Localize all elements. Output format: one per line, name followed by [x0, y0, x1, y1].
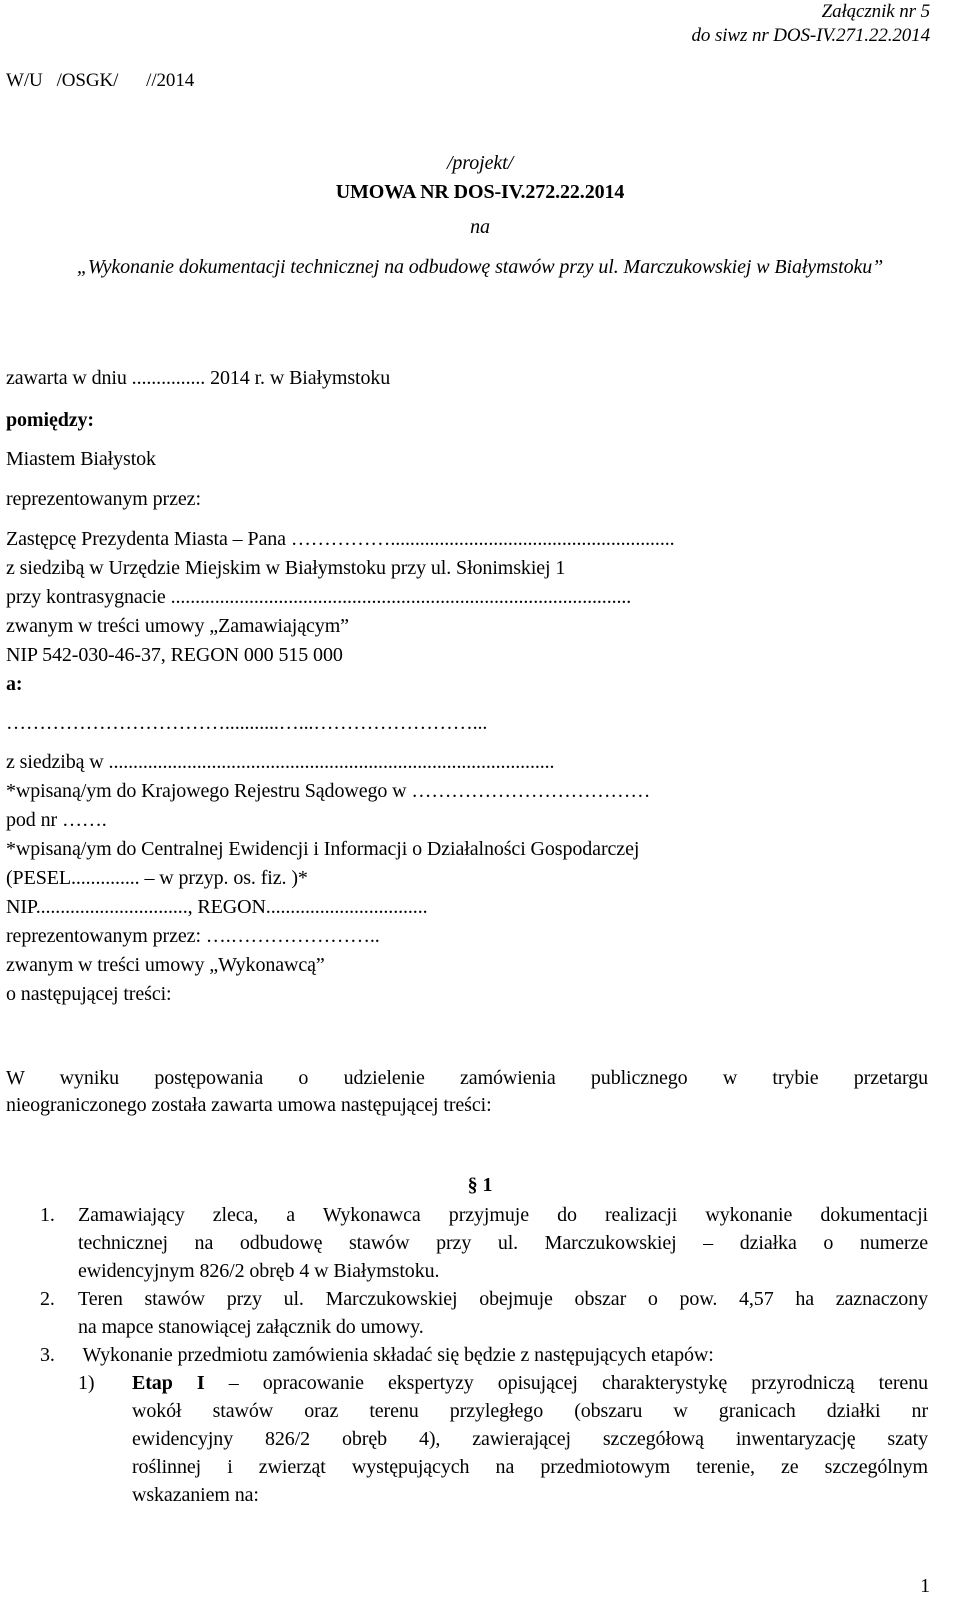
list-item-line: na mapce stanowiącej załącznik do umowy. — [78, 1316, 424, 1338]
sub-item-line: wskazaniem na: — [132, 1484, 259, 1506]
stage-label: Etap I — [132, 1372, 205, 1394]
sub-item-line: roślinnej i zwierząt występujących na przedmiotowym terenie, ze szczególnym — [132, 1456, 928, 1478]
contract-title: UMOWA NR DOS-IV.272.22.2014 — [335, 181, 625, 203]
section-heading: § 1 — [467, 1174, 493, 1196]
list-item-line: Zamawiający zleca, a Wykonawca przyjmuje do realizacji wykonanie dokumentacji — [78, 1204, 928, 1226]
sub-item-line: wokół stawów oraz terenu przyległego (obszaru w granicach działki nr — [132, 1400, 928, 1422]
sub-item-number: 1) — [78, 1372, 95, 1394]
following-content-label: o następującej treści: — [6, 983, 172, 1005]
list-item-number: 1. — [40, 1204, 55, 1226]
sub-item-line: ewidencyjny 826/2 obręb 4), zawierającej szczegółową inwentaryzację szaty — [132, 1428, 928, 1450]
intro-line-1: W wyniku postępowania o udzielenie zamówienia publicznego w trybie przetargu — [6, 1067, 928, 1089]
conclusion-date-line: zawarta w dniu ............... 2014 r. w Białymstoku — [6, 367, 391, 389]
document-reference: W/U /OSGK/ //2014 — [6, 70, 195, 91]
countersignature-line: przy kontrasygnacie .............................................................................................. — [6, 586, 632, 608]
contractor-krs-number: pod nr ……. — [6, 809, 107, 831]
contractor-seat: z siedzibą w ........................................................................................... — [6, 751, 555, 773]
attachment-number: Załącznik nr 5 — [821, 1, 930, 22]
employer-name: Miastem Białystok — [6, 448, 156, 470]
stage-description: – opracowanie ekspertyzy opisującej charakterystykę przyrodniczą terenu — [204, 1372, 928, 1394]
list-item-line: technicznej na odbudowę stawów przy ul. Marczukowskiej – działka o numerze — [78, 1232, 928, 1254]
contractor-krs: *wpisaną/ym do Krajowego Rejestru Sądowego w ……………………………… — [6, 780, 651, 802]
contractor-ceidg: *wpisaną/ym do Centralnej Ewidencji i Informacji o Działalności Gospodarczej — [6, 838, 640, 860]
list-item-line: ewidencyjnym 826/2 obręb 4 w Białymstoku. — [78, 1260, 440, 1282]
page-number: 1 — [920, 1575, 930, 1597]
attachment-reference: do siwz nr DOS-IV.271.22.2014 — [691, 25, 930, 46]
contractor-pesel: (PESEL.............. – w przyp. os. fiz. )* — [6, 867, 308, 889]
contract-subject: „Wykonanie dokumentacji technicznej na odbudowę stawów przy ul. Marczukowskiej w Białymstoku” — [76, 256, 884, 278]
list-item-number: 3. — [40, 1344, 55, 1366]
list-item-line: Teren stawów przy ul. Marczukowskiej obejmuje obszar o pow. 4,57 ha zaznaczony — [78, 1288, 928, 1310]
employer-nip-regon: NIP 542-030-46-37, REGON 000 515 000 — [6, 644, 343, 666]
list-item-line: Wykonanie przedmiotu zamówienia składać się będzie z następujących etapów: — [78, 1344, 714, 1366]
title-connector: na — [470, 216, 490, 238]
contractor-designation: zwanym w treści umowy „Wykonawcą” — [6, 954, 325, 976]
contractor-nip-regon: NIP..............................., REGON................................. — [6, 896, 428, 918]
employer-represented-label: reprezentowanym przez: — [6, 488, 201, 510]
between-label: pomiędzy: — [6, 409, 94, 431]
and-label: a: — [6, 673, 23, 695]
draft-label: /projekt/ — [446, 152, 514, 174]
employer-representative: Zastępcę Prezydenta Miasta – Pana …………….......................................................... — [6, 528, 675, 550]
list-item-number: 2. — [40, 1288, 55, 1310]
contractor-name-placeholder: ……………………………...........…...……………………... — [6, 712, 488, 734]
contractor-represented-by: reprezentowanym przez: ….………………….. — [6, 925, 380, 947]
intro-line-2: nieograniczonego została zawarta umowa następującej treści: — [6, 1094, 492, 1116]
employer-seat: z siedzibą w Urzędzie Miejskim w Białymstoku przy ul. Słonimskiej 1 — [6, 557, 566, 579]
employer-designation: zwanym w treści umowy „Zamawiającym” — [6, 615, 349, 637]
sub-item-first-line — [132, 1371, 928, 1395]
